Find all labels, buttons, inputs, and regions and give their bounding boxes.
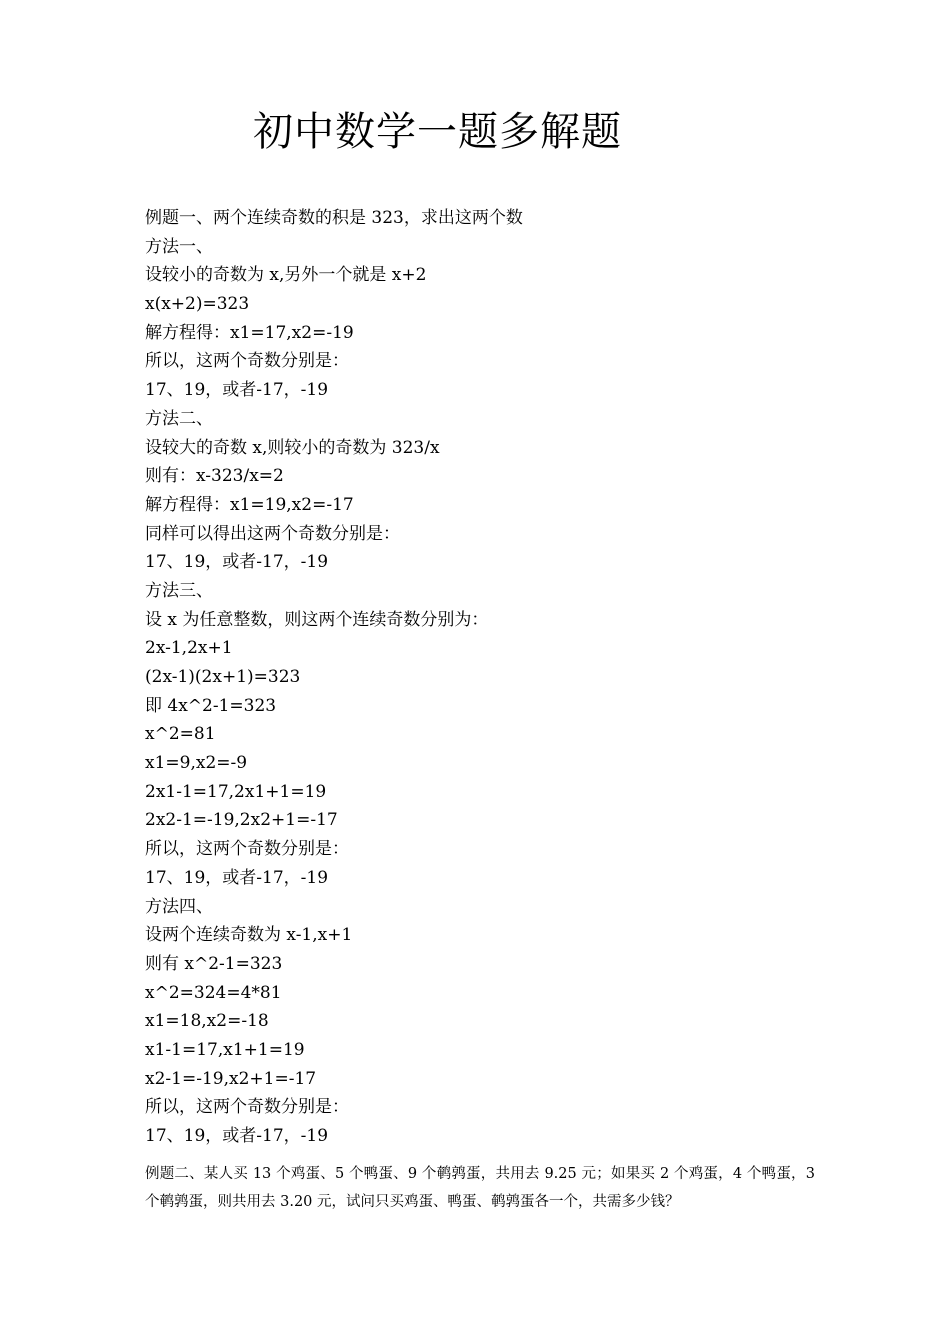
text-line: 解方程得：x1=19,x2=-17 [145,494,354,515]
solution-body [145,204,845,1151]
text-line: 17、19，或者-17，-19 [145,1126,329,1146]
text-line: x1=9,x2=-9 [145,753,248,774]
text-line: x^2=324=4*81 [145,982,282,1003]
text-line: x1-1=17,x1+1=19 [145,1039,305,1060]
text-line: 设 x 为任意整数，则这两个连续奇数分别为： [145,609,489,630]
page-title: 初中数学一题多解题 [253,109,622,155]
text-line: 方法三、 [145,580,213,601]
text-line: 即 4x^2-1=323 [145,695,277,716]
text-line: 17、19，或者-17，-19 [145,380,329,401]
text-line: 所以，这两个奇数分别是： [145,839,349,860]
text-line: 同样可以得出这两个奇数分别是： [145,523,400,544]
text-line: 设较小的奇数为 x,另外一个就是 x+2 [145,265,427,286]
text-line: 设两个连续奇数为 x-1,x+1 [145,925,353,946]
text-line: 则有 x^2-1=323 [145,953,283,974]
text-line: x2-1=-19,x2+1=-17 [145,1068,317,1089]
text-line: 2x-1,2x+1 [145,638,233,659]
text-line: 2x2-1=-19,2x2+1=-17 [145,810,338,831]
text-line: (2x-1)(2x+1)=323 [145,667,301,687]
text-line: 方法四、 [145,896,213,917]
text-line: 17、19，或者-17，-19 [145,552,329,573]
text-line: 2x1-1=17,2x1+1=19 [145,781,327,802]
text-line: 所以，这两个奇数分别是： [145,1097,349,1118]
text-line: 例题一、两个连续奇数的积是 323，求出这两个数 [145,208,523,228]
text-line: 17、19，或者-17，-19 [145,867,329,888]
text-line: x(x+2)=323 [145,294,250,315]
text-line: 方法二、 [145,408,213,429]
example-two-paragraph: 例题二、某人买 13 个鸡蛋、5 个鸭蛋、9 个鹌鹑蛋，共用去 9.25 元；如果买 2 个鸡蛋，4 个鸭蛋，3 个鹌鹑蛋，则共用去 3.20 元，试问只买鸡蛋、鸭蛋、鹌鹑蛋各一个，共需多少钱？ [145,1166,815,1210]
text-line: x1=18,x2=-18 [145,1011,269,1032]
text-line: 则有：x-323/x=2 [145,466,284,487]
text-line: x^2=81 [145,724,216,745]
text-line: 设较大的奇数 x,则较小的奇数为 323/x [145,437,440,458]
text-line: 解方程得：x1=17,x2=-19 [145,322,354,343]
text-line: 方法一、 [145,236,213,257]
text-line: 所以，这两个奇数分别是： [145,351,349,372]
